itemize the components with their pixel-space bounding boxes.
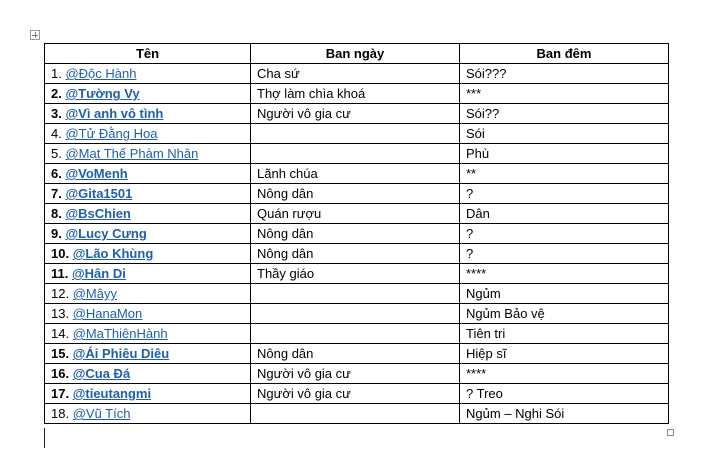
night-role-cell: Sói??? [460,64,669,84]
day-role-cell: Cha sứ [251,64,460,84]
player-number: 17. [51,386,70,401]
player-name-cell [45,244,251,264]
player-number: 2. [51,86,62,101]
player-name-cell [45,284,251,304]
table-row [45,344,669,364]
player-number: 14. [51,326,70,341]
night-role-cell: Dân [460,204,669,224]
day-role-cell [251,284,460,304]
night-role-cell: Sói?? [460,104,669,124]
day-role-cell: Người vô gia cư [251,384,460,404]
day-role-cell: Quán rượu [251,204,460,224]
column-header-name: Tên [45,44,251,64]
player-mention-link[interactable]: @MaThiênHành [72,326,168,341]
night-role-cell: Phù [460,144,669,164]
player-number: 9. [51,226,62,241]
night-role-cell: ? [460,224,669,244]
column-header-night: Ban đêm [460,44,669,64]
night-role-cell: Hiệp sĩ [460,344,669,364]
player-number: 7. [51,186,62,201]
night-role-cell: ? [460,184,669,204]
day-role-cell: Người vô gia cư [251,104,460,124]
day-role-cell: Nông dân [251,344,460,364]
table-row [45,244,669,264]
player-mention-link[interactable]: @Vì anh vô tình [65,106,164,121]
day-role-cell: Thầy giáo [251,264,460,284]
player-number: 10. [51,246,70,261]
table-header-row [45,44,669,64]
player-mention-link[interactable]: @VoMenh [65,166,128,181]
column-header-day: Ban ngày [251,44,460,64]
player-name-cell [45,344,251,364]
day-role-cell [251,404,460,424]
player-mention-link[interactable]: @BsChien [65,206,131,221]
player-mention-link[interactable]: @Lucy Cưng [65,226,147,241]
player-number: 1. [51,66,62,81]
table-move-handle-icon[interactable] [30,30,40,40]
player-name-cell [45,224,251,244]
player-mention-link[interactable]: @Vũ Tích [72,406,131,421]
player-number: 4. [51,126,62,141]
player-mention-link[interactable]: @Cua Đá [72,366,131,381]
table-row [45,84,669,104]
table-row [45,124,669,144]
player-name-cell [45,324,251,344]
player-name-cell [45,144,251,164]
player-number: 3. [51,106,62,121]
night-role-cell: ? Treo [460,384,669,404]
player-name-cell [45,304,251,324]
table-row [45,104,669,124]
day-role-cell: Nông dân [251,244,460,264]
player-number: 13. [51,306,70,321]
player-number: 5. [51,146,62,161]
player-name-cell [45,104,251,124]
player-roster-table [44,43,669,424]
player-name-cell [45,204,251,224]
player-mention-link[interactable]: @Ái Phiêu Diêu [72,346,170,361]
table-body [45,64,669,424]
player-mention-link[interactable]: @HanaMon [72,306,143,321]
table-row [45,224,669,244]
player-name-cell [45,264,251,284]
player-name-cell [45,124,251,144]
table-resize-handle-icon[interactable] [667,429,674,436]
night-role-cell: *** [460,84,669,104]
table-row [45,324,669,344]
player-mention-link[interactable]: @Độc Hành [65,66,137,81]
player-name-cell [45,84,251,104]
player-name-cell [45,384,251,404]
player-mention-link[interactable]: @Tử Đằng Hoa [65,126,158,141]
night-role-cell: Ngủm Bảo vệ [460,304,669,324]
table-row [45,204,669,224]
player-mention-link[interactable]: @tieutangmi [72,386,152,401]
table-row [45,164,669,184]
player-number: 18. [51,406,70,421]
night-role-cell: Sói [460,124,669,144]
day-role-cell [251,324,460,344]
night-role-cell: Ngủm – Nghi Sói [460,404,669,424]
night-role-cell: **** [460,264,669,284]
day-role-cell: Nông dân [251,184,460,204]
player-number: 8. [51,206,62,221]
player-mention-link[interactable]: @Hân Di [71,266,126,281]
night-role-cell: **** [460,364,669,384]
night-role-cell: ? [460,244,669,264]
player-name-cell [45,184,251,204]
player-number: 12. [51,286,70,301]
night-role-cell: ** [460,164,669,184]
player-number: 6. [51,166,62,181]
day-role-cell [251,304,460,324]
player-mention-link[interactable]: @Tường Vy [65,86,140,101]
text-cursor [44,428,45,448]
day-role-cell: Thợ làm chìa khoá [251,84,460,104]
day-role-cell [251,144,460,164]
table-row [45,284,669,304]
player-number: 11. [51,266,69,281]
player-mention-link[interactable]: @Lão Khùng [72,246,154,261]
player-mention-link[interactable]: @Mạt Thế Phàm Nhân [65,146,199,161]
player-number: 15. [51,346,70,361]
table-row [45,304,669,324]
table-row [45,144,669,164]
player-name-cell [45,64,251,84]
player-name-cell [45,404,251,424]
player-mention-link[interactable]: @Gita1501 [65,186,133,201]
table-row [45,384,669,404]
table-row [45,184,669,204]
player-mention-link[interactable]: @Mâyy [72,286,117,301]
player-name-cell [45,364,251,384]
table-row [45,404,669,424]
day-role-cell: Nông dân [251,224,460,244]
night-role-cell: Tiên tri [460,324,669,344]
player-name-cell [45,164,251,184]
night-role-cell: Ngủm [460,284,669,304]
player-number: 16. [51,366,70,381]
day-role-cell: Người vô gia cư [251,364,460,384]
table-row [45,264,669,284]
day-role-cell [251,124,460,144]
day-role-cell: Lãnh chúa [251,164,460,184]
table-row [45,364,669,384]
table-row [45,64,669,84]
